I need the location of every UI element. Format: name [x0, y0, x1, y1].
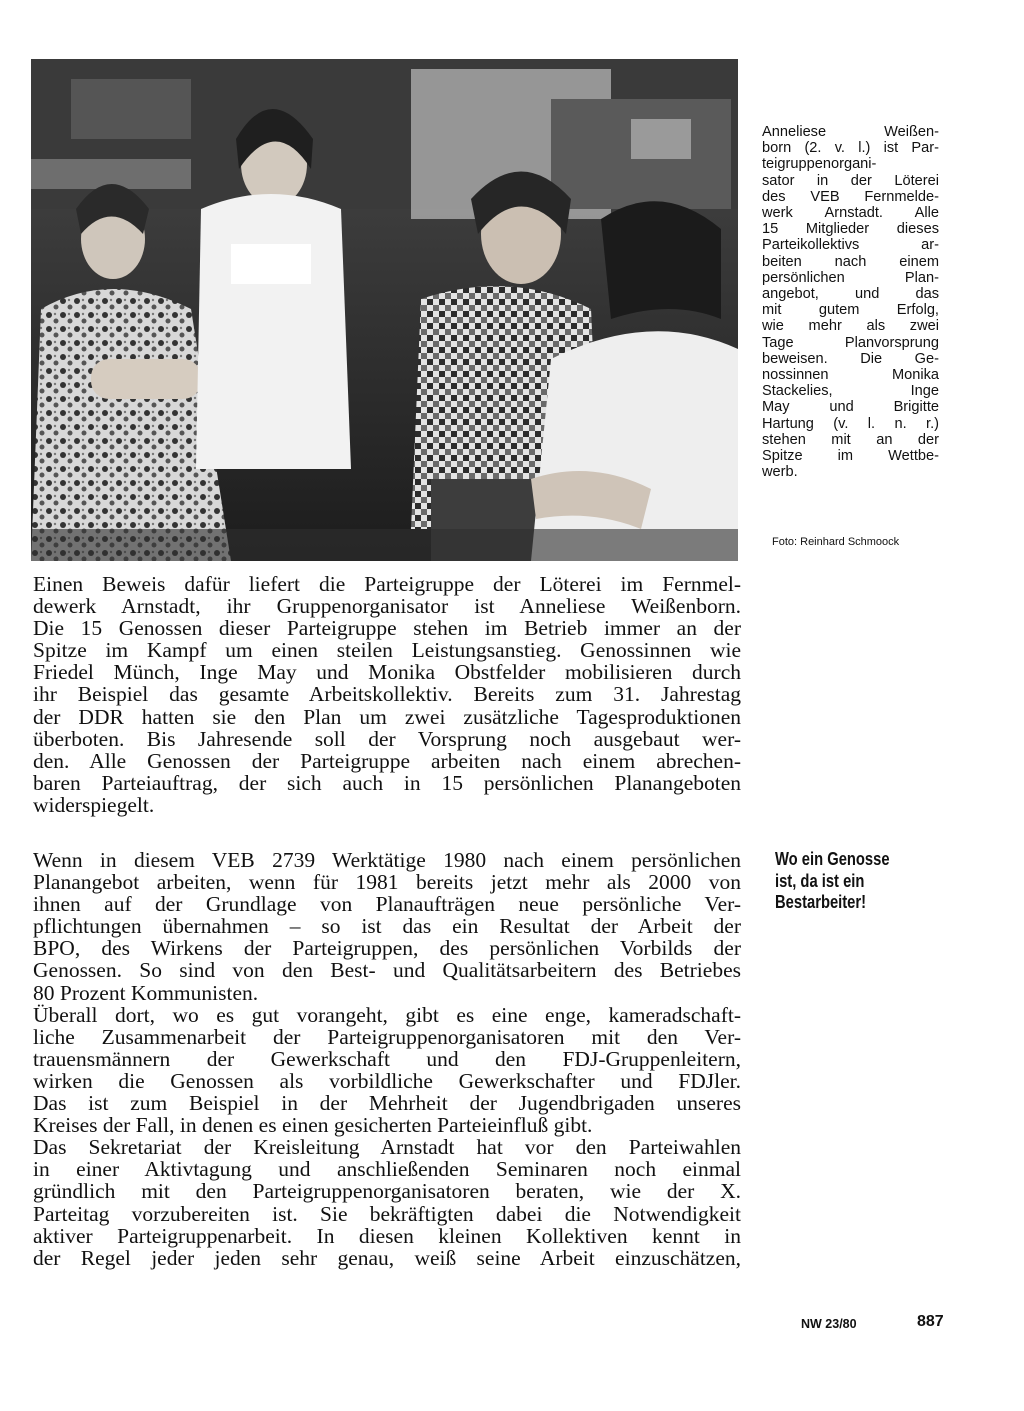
- caption-line: May und Brigitte: [762, 399, 939, 416]
- text-line: in einer Aktivtagung und anschließenden Seminaren noch einmal: [33, 1157, 741, 1182]
- caption-line: born (2. v. l.) ist Par-: [762, 140, 939, 157]
- text-line: Die 15 Genossen dieser Parteigruppe stehen im Betrieb immer an der: [33, 616, 741, 641]
- caption-line: Tage Planvorsprung: [762, 334, 939, 351]
- text-line: Einen Beweis dafür liefert die Parteigruppe der Löterei im Fernmel-: [33, 572, 741, 596]
- text-line: BPO, des Wirkens der Parteigruppen, des persönlichen Vorbilds der: [33, 936, 741, 961]
- caption-line: nossinnen Monika: [762, 367, 939, 384]
- text-line: Kreises der Fall, in denen es einen gesicherten Parteieinfluß gibt.: [33, 1113, 593, 1138]
- photo-credit: Foto: Reinhard Schmoock: [772, 536, 900, 548]
- margin-heading: [775, 849, 906, 914]
- text-line: den. Alle Genossen der Parteigruppe arbeiten nach einem abrechen-: [33, 748, 741, 773]
- text-line: gründlich mit den Parteigruppenorganisatoren beraten, wie der X.: [33, 1179, 741, 1204]
- caption-line: stehen mit an der: [762, 431, 939, 448]
- article-paragraph-1: [33, 573, 741, 816]
- caption-line: angebot, und das: [762, 286, 939, 303]
- caption-line: Anneliese Weißen-: [762, 124, 939, 140]
- text-line: pflichtungen übernahmen – so ist das ein Resultat der Arbeit der: [33, 914, 741, 939]
- article-paragraph-2: [33, 849, 741, 1269]
- margin-heading-line: Bestarbeiter!: [775, 892, 867, 912]
- text-line: Wenn in diesem VEB 2739 Werktätige 1980 nach einem persönlichen: [33, 848, 741, 872]
- photo: [31, 59, 738, 561]
- text-line: wirken die Genossen als vorbildliche Gewerkschafter und FDJler.: [33, 1068, 741, 1093]
- caption-line: Hartung (v. l. n. r.): [762, 415, 939, 432]
- margin-heading-line: ist, da ist ein: [775, 870, 865, 891]
- text-line: der Regel jeder jeden sehr genau, weiß seine Arbeit einzuschätzen,: [33, 1245, 741, 1270]
- issue-number: NW 23/80: [801, 1317, 857, 1331]
- text-line: Das ist zum Beispiel in der Mehrheit der Jugendbrigaden unseres: [33, 1091, 741, 1116]
- caption-line: Parteikollektivs ar-: [762, 237, 939, 254]
- text-line: Genossen. So sind von den Best- und Qualitätsarbeitern des Betriebes: [33, 958, 741, 983]
- caption-line: beweisen. Die Ge-: [762, 350, 939, 367]
- text-line: trauensmännern der Gewerkschaft und den FDJ-Gruppenleitern,: [33, 1046, 741, 1071]
- text-line: liche Zusammenarbeit der Parteigruppenorganisatoren mit den Ver-: [33, 1024, 741, 1049]
- text-line: Parteitag vorzubereiten ist. Sie bekräftigten dabei die Notwendigkeit: [33, 1201, 741, 1226]
- caption-line: werb.: [762, 464, 798, 481]
- photo-of-five-women-in-factory-icon: [31, 59, 738, 561]
- text-line: überboten. Bis Jahresende soll der Vorsprung noch ausgebaut wer-: [33, 726, 741, 751]
- margin-heading-line: Wo ein Genosse: [775, 849, 890, 869]
- text-line: widerspiegelt.: [33, 792, 155, 817]
- photo-caption: [762, 124, 939, 480]
- text-line: dewerk Arnstadt, ihr Gruppenorganisator ist Anneliese Weißenborn.: [33, 594, 741, 619]
- caption-line: Spitze im Wettbe-: [762, 448, 939, 465]
- text-line: der DDR hatten sie den Plan um zwei zusätzliche Tagesproduktionen: [33, 704, 741, 729]
- text-line: Planangebot arbeiten, wenn für 1981 bereits jetzt mehr als 2000 von: [33, 870, 741, 895]
- caption-line: mit gutem Erfolg,: [762, 302, 939, 319]
- caption-line: des VEB Fernmelde-: [762, 188, 939, 205]
- text-line: Das Sekretariat der Kreisleitung Arnstadt hat vor den Parteiwahlen: [33, 1135, 741, 1160]
- caption-line: wie mehr als zwei: [762, 318, 939, 335]
- caption-line: werk Arnstadt. Alle: [762, 205, 939, 222]
- text-line: Überall dort, wo es gut vorangeht, gibt es eine enge, kameradschaft-: [33, 1002, 741, 1027]
- text-line: ihr Beispiel das gesamte Arbeitskollektiv. Bereits zum 31. Jahrestag: [33, 682, 741, 707]
- caption-line: 15 Mitglieder dieses: [762, 221, 939, 238]
- page-number: 887: [917, 1313, 944, 1330]
- caption-line: persönlichen Plan-: [762, 269, 939, 286]
- text-line: Spitze im Kampf um einen steilen Leistungsanstieg. Genossinnen wie: [33, 638, 741, 663]
- caption-line: teigruppenorgani-: [762, 156, 877, 173]
- text-line: baren Parteiauftrag, der sich auch in 15 persönlichen Planangeboten: [33, 770, 741, 795]
- text-line: aktiver Parteigruppenarbeit. In diesen kleinen Kollektiven kennt in: [33, 1223, 741, 1248]
- caption-line: beiten nach einem: [762, 253, 939, 270]
- text-line: 80 Prozent Kommunisten.: [33, 980, 259, 1005]
- caption-line: Stackelies, Inge: [762, 383, 939, 400]
- text-line: ihnen auf der Grundlage von Planaufträgen neue persönliche Ver-: [33, 892, 741, 917]
- text-line: Friedel Münch, Inge May und Monika Obstfelder mobilisieren durch: [33, 660, 741, 685]
- caption-line: sator in der Löterei: [762, 172, 939, 189]
